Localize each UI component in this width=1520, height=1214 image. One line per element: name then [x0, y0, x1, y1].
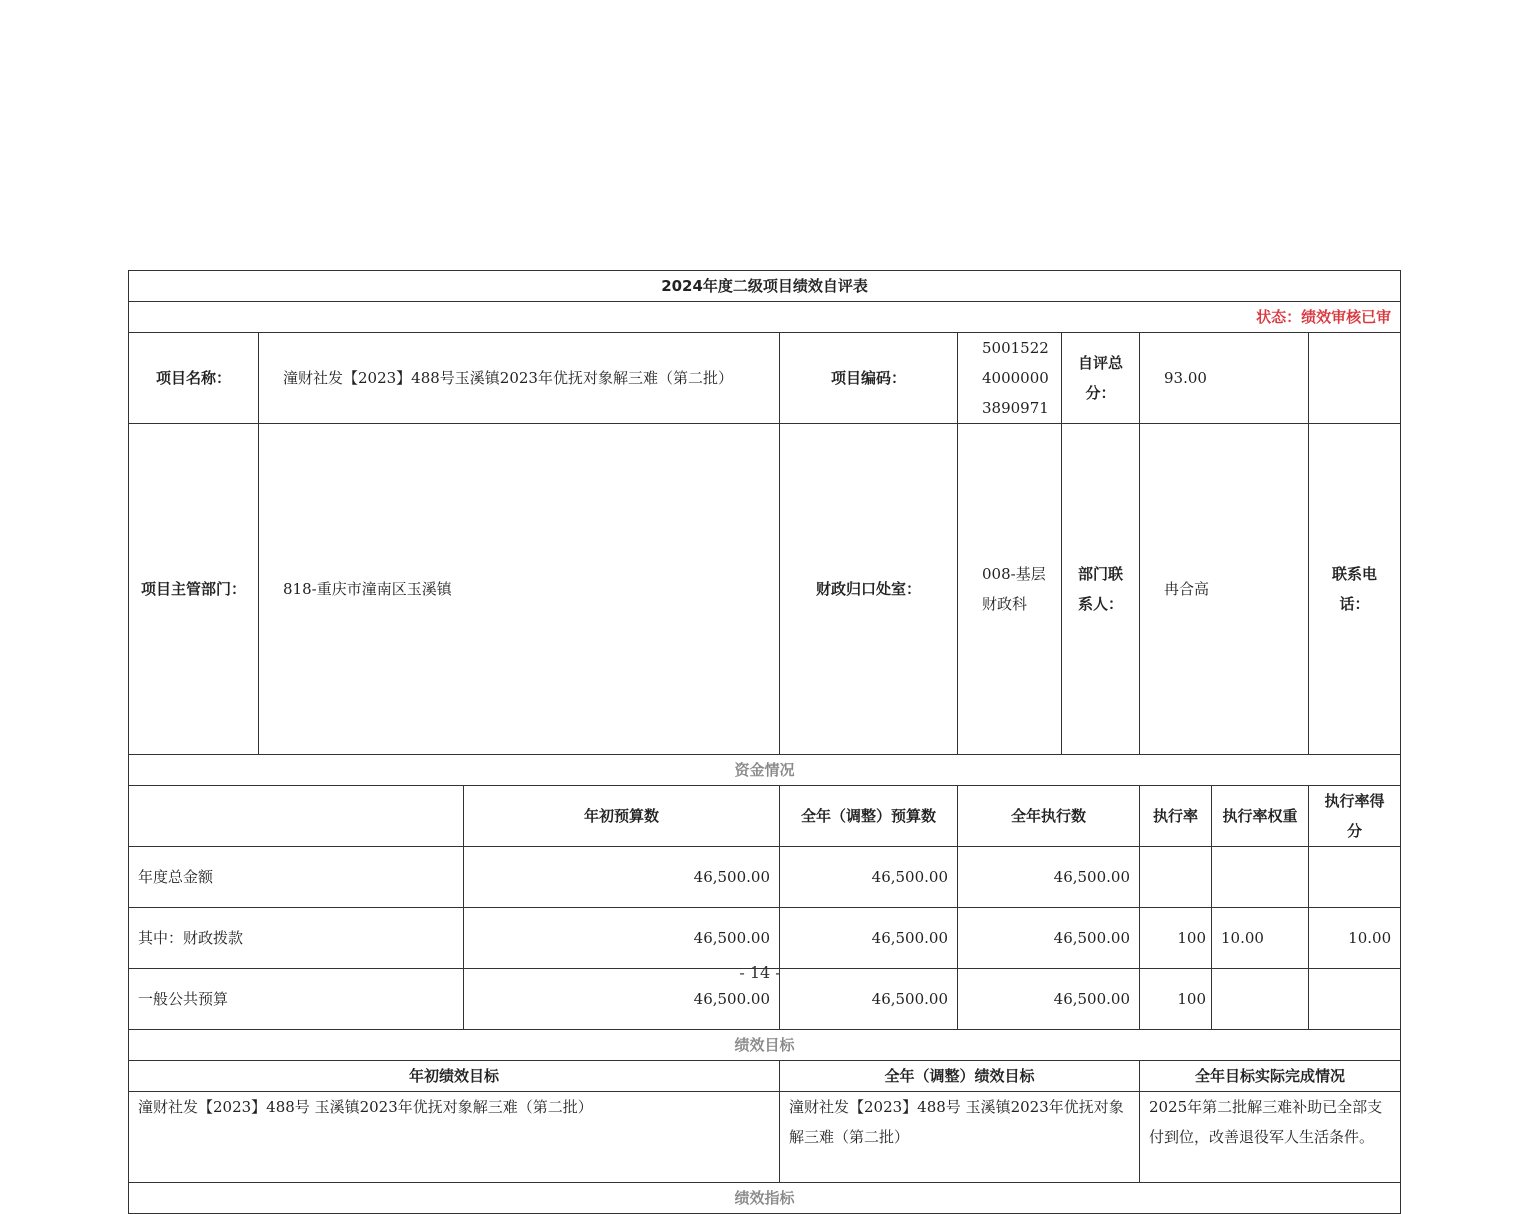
empty-cell	[129, 786, 464, 847]
funds-adjusted-value: 46,500.00	[780, 847, 958, 908]
funds-row-label: 年度总金额	[129, 847, 464, 908]
funds-weight-value	[1212, 847, 1309, 908]
initial-goal-text: 潼财社发【2023】488号 玉溪镇2023年优抚对象解三难（第二批）	[129, 1092, 780, 1183]
status-label: 状态：绩效审核已审	[129, 302, 1401, 333]
col-header-exec-rate: 执行率	[1140, 786, 1212, 847]
funds-executed-value: 46,500.00	[958, 969, 1140, 1030]
funds-score-value	[1309, 847, 1401, 908]
col-header-initial-goal: 年初绩效目标	[129, 1061, 780, 1092]
funds-executed-value: 46,500.00	[958, 847, 1140, 908]
funds-rate-value: 100	[1140, 908, 1212, 969]
table-title: 2024年度二级项目绩效自评表	[129, 271, 1401, 302]
col-header-exec-rate-score: 执行率得分	[1309, 786, 1401, 847]
performance-self-evaluation-table	[128, 270, 1401, 1214]
funds-executed-value: 46,500.00	[958, 908, 1140, 969]
page-number: - 14 -	[739, 963, 781, 982]
department-label: 项目主管部门：	[129, 424, 259, 755]
self-score-label: 自评总分：	[1062, 333, 1140, 424]
col-header-adjusted-budget: 全年（调整）预算数	[780, 786, 958, 847]
finance-office-value: 008-基层财政科	[958, 424, 1062, 755]
project-code-value: 500152240000003890971	[958, 333, 1062, 424]
funds-row-label: 一般公共预算	[129, 969, 464, 1030]
col-header-actual-completion: 全年目标实际完成情况	[1140, 1061, 1401, 1092]
project-name-value: 潼财社发【2023】488号玉溪镇2023年优抚对象解三难（第二批）	[259, 333, 780, 424]
department-value: 818-重庆市潼南区玉溪镇	[259, 424, 780, 755]
funds-rate-value	[1140, 847, 1212, 908]
contact-label: 部门联系人：	[1062, 424, 1140, 755]
project-code-label: 项目编码：	[780, 333, 958, 424]
funds-score-value: 10.00	[1309, 908, 1401, 969]
actual-completion-text: 2025年第二批解三难补助已全部支付到位，改善退役军人生活条件。	[1140, 1092, 1401, 1183]
finance-office-label: 财政归口处室：	[780, 424, 958, 755]
col-header-initial-budget: 年初预算数	[464, 786, 780, 847]
col-header-adjusted-goal: 全年（调整）绩效目标	[780, 1061, 1140, 1092]
adjusted-goal-text: 潼财社发【2023】488号 玉溪镇2023年优抚对象解三难（第二批）	[780, 1092, 1140, 1183]
funds-weight-value: 10.00	[1212, 908, 1309, 969]
funds-initial-value: 46,500.00	[464, 908, 780, 969]
project-name-label: 项目名称：	[129, 333, 259, 424]
col-header-exec-rate-weight: 执行率权重	[1212, 786, 1309, 847]
funds-adjusted-value: 46,500.00	[780, 908, 958, 969]
contact-value: 冉合高	[1140, 424, 1309, 755]
phone-label: 联系电话：	[1309, 424, 1401, 755]
indicators-section-header: 绩效指标	[129, 1183, 1401, 1214]
funds-initial-value: 46,500.00	[464, 969, 780, 1030]
funds-rate-value: 100	[1140, 969, 1212, 1030]
empty-cell	[1309, 333, 1401, 424]
funds-initial-value: 46,500.00	[464, 847, 780, 908]
funds-row-label: 其中：财政拨款	[129, 908, 464, 969]
funds-adjusted-value: 46,500.00	[780, 969, 958, 1030]
self-score-value: 93.00	[1140, 333, 1309, 424]
col-header-executed: 全年执行数	[958, 786, 1140, 847]
goals-section-header: 绩效目标	[129, 1030, 1401, 1061]
funds-section-header: 资金情况	[129, 755, 1401, 786]
